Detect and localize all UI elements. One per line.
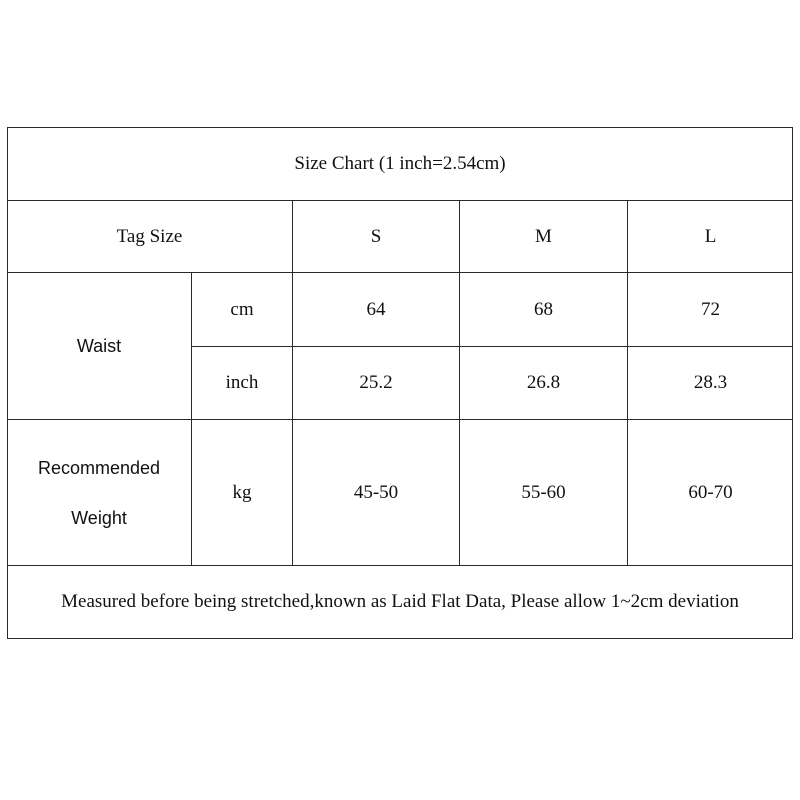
- size-s-header: S: [370, 225, 382, 247]
- recommended-weight-line-1: Recommended: [37, 457, 161, 478]
- waist-inch-s: 25.2: [359, 372, 393, 393]
- unit-inch: inch: [225, 372, 259, 393]
- waist-cm-l: 72: [701, 298, 720, 320]
- measurement-note: Measured before being stretched,known as Laid Flat Data, Please allow 1~2cm deviation: [61, 591, 739, 612]
- size-m-header: M: [535, 225, 552, 247]
- waist-inch-m: 26.8: [526, 372, 561, 393]
- unit-cm: cm: [230, 298, 254, 320]
- weight-l: 60-70: [688, 481, 733, 503]
- waist-cm-s: 64: [366, 298, 386, 320]
- waist-cm-m: 68: [534, 298, 553, 320]
- size-l-header: L: [704, 225, 717, 247]
- recommended-weight-label: [7, 420, 191, 565]
- waist-label: Waist: [76, 335, 122, 356]
- table-title: Size Chart (1 inch=2.54cm): [294, 153, 506, 174]
- weight-m: 55-60: [521, 481, 566, 503]
- recommended-weight-line-2: Weight: [71, 507, 127, 528]
- tag-size-label: Tag Size: [116, 225, 183, 247]
- waist-inch-l: 28.3: [693, 372, 728, 393]
- weight-s: 45-50: [353, 481, 399, 503]
- unit-kg: kg: [232, 481, 252, 503]
